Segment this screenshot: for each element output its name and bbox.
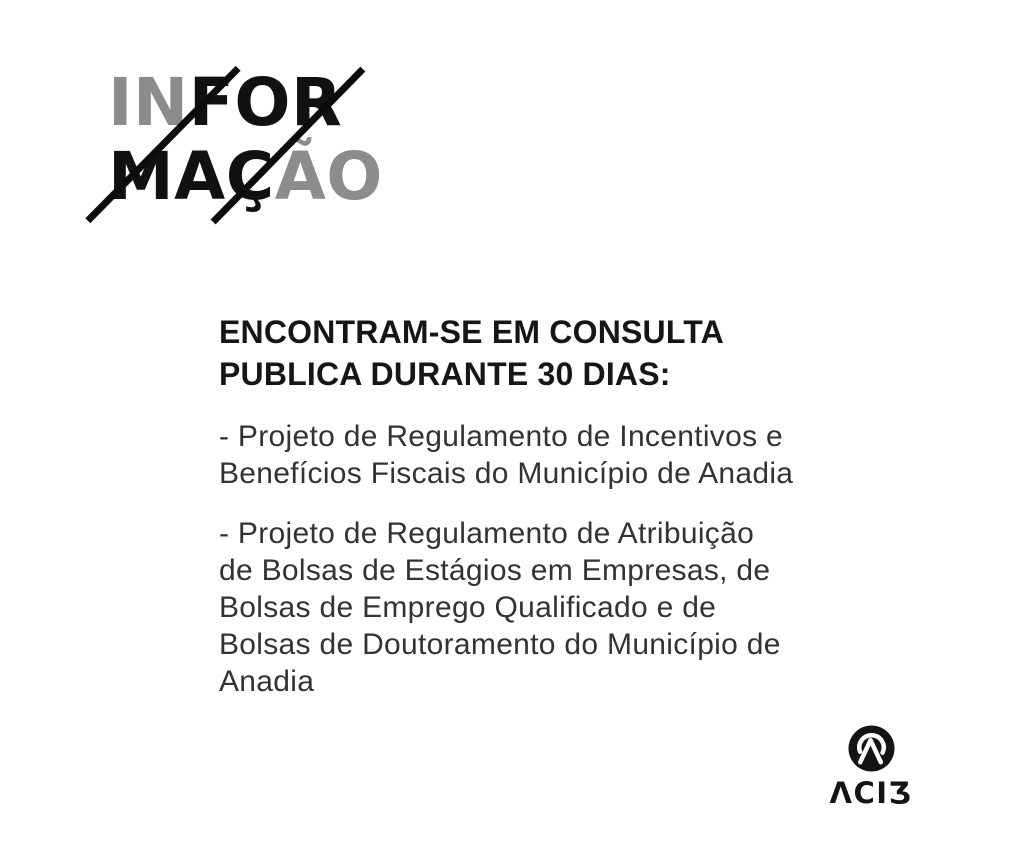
text-line: - Projeto de Regulamento de Incentivos e	[219, 420, 783, 453]
wordmark-segment-gray: IN	[108, 64, 189, 141]
acib-wordmark: ΛCIƷ	[829, 776, 913, 810]
text-line: Benefícios Fiscais do Município de Anadia	[219, 457, 794, 490]
consultation-item-1	[219, 418, 859, 492]
wordmark-line-2	[108, 140, 383, 214]
text-line: de Bolsas de Estágios em Empresas, de	[219, 554, 771, 587]
heading-line-2: PUBLICA DURANTE 30 DIAS:	[219, 356, 671, 392]
text-line: Bolsas de Doutoramento do Município de	[219, 628, 781, 661]
heading-line-1: ENCONTRAM-SE EM CONSULTA	[219, 314, 724, 350]
consultation-item-2	[219, 515, 859, 700]
wordmark-line-1	[108, 66, 383, 140]
text-line: Anadia	[219, 665, 315, 698]
text-line: Bolsas de Emprego Qualificado e de	[219, 591, 717, 624]
text-line: - Projeto de Regulamento de Atribuição	[219, 517, 755, 550]
announcement-content	[219, 311, 859, 700]
wordmark-segment-black: MAÇ	[108, 138, 275, 215]
wordmark-segment-gray: ÃO	[274, 138, 383, 215]
acib-monogram-icon	[848, 725, 895, 772]
wordmark-segment-black: FOR	[188, 64, 343, 141]
announcement-heading	[219, 311, 859, 395]
acib-logo	[825, 725, 917, 809]
